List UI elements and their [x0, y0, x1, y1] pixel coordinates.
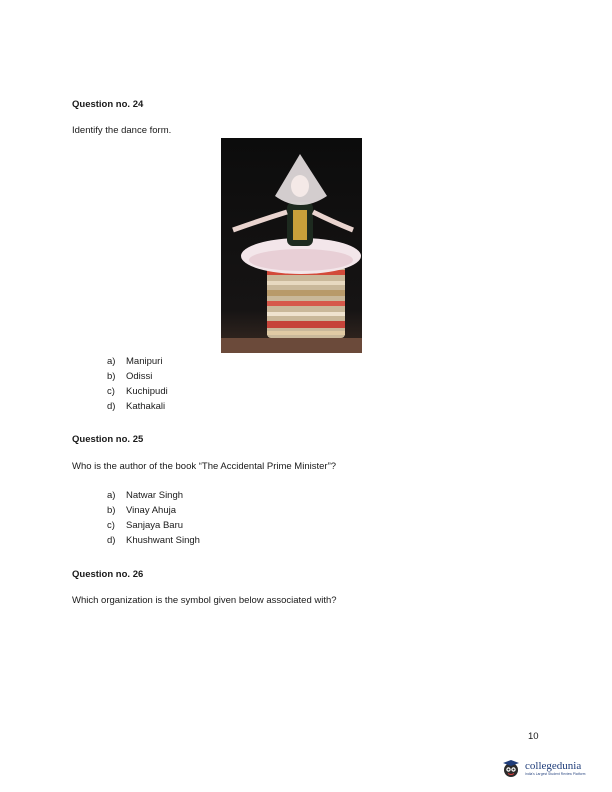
option-c — [107, 384, 168, 399]
question-26-title: Question no. 26 — [72, 569, 144, 580]
dance-photo — [221, 138, 362, 353]
logo-tagline: India's Largest Student Review Platform — [525, 771, 586, 776]
option-letter: b) — [107, 505, 116, 516]
page-number: 10 — [528, 731, 539, 742]
option-a — [107, 488, 200, 503]
option-letter: a) — [107, 490, 116, 501]
option-text: Kathakali — [126, 401, 166, 412]
option-letter: c) — [107, 386, 115, 397]
option-letter: c) — [107, 520, 115, 531]
option-c — [107, 518, 200, 533]
option-b — [107, 369, 168, 384]
question-25-text: Who is the author of the book “The Accidental Prime Minister”? — [72, 461, 337, 472]
question-24-options — [107, 354, 168, 414]
option-letter: a) — [107, 356, 116, 367]
option-text: Sanjaya Baru — [126, 520, 184, 531]
question-24-text: Identify the dance form. — [72, 125, 172, 136]
question-24-title: Question no. 24 — [72, 99, 144, 110]
option-text: Vinay Ahuja — [126, 505, 177, 516]
option-text: Natwar Singh — [126, 490, 184, 501]
option-letter: d) — [107, 535, 116, 546]
option-text: Khushwant Singh — [126, 535, 200, 546]
option-d — [107, 399, 168, 414]
option-a — [107, 354, 168, 369]
collegedunia-logo — [500, 753, 592, 783]
option-b — [107, 503, 200, 518]
option-letter: d) — [107, 401, 116, 412]
option-text: Manipuri — [126, 356, 163, 367]
question-26-text: Which organization is the symbol given below associated with? — [72, 595, 337, 606]
option-text: Kuchipudi — [126, 386, 168, 397]
option-text: Odissi — [126, 371, 153, 382]
option-letter: b) — [107, 371, 116, 382]
logo-wordmark: collegedunia — [525, 759, 582, 772]
question-25-options — [107, 488, 200, 548]
option-d — [107, 533, 200, 548]
graduate-mascot-icon — [500, 757, 522, 779]
question-25-title: Question no. 25 — [72, 434, 144, 445]
